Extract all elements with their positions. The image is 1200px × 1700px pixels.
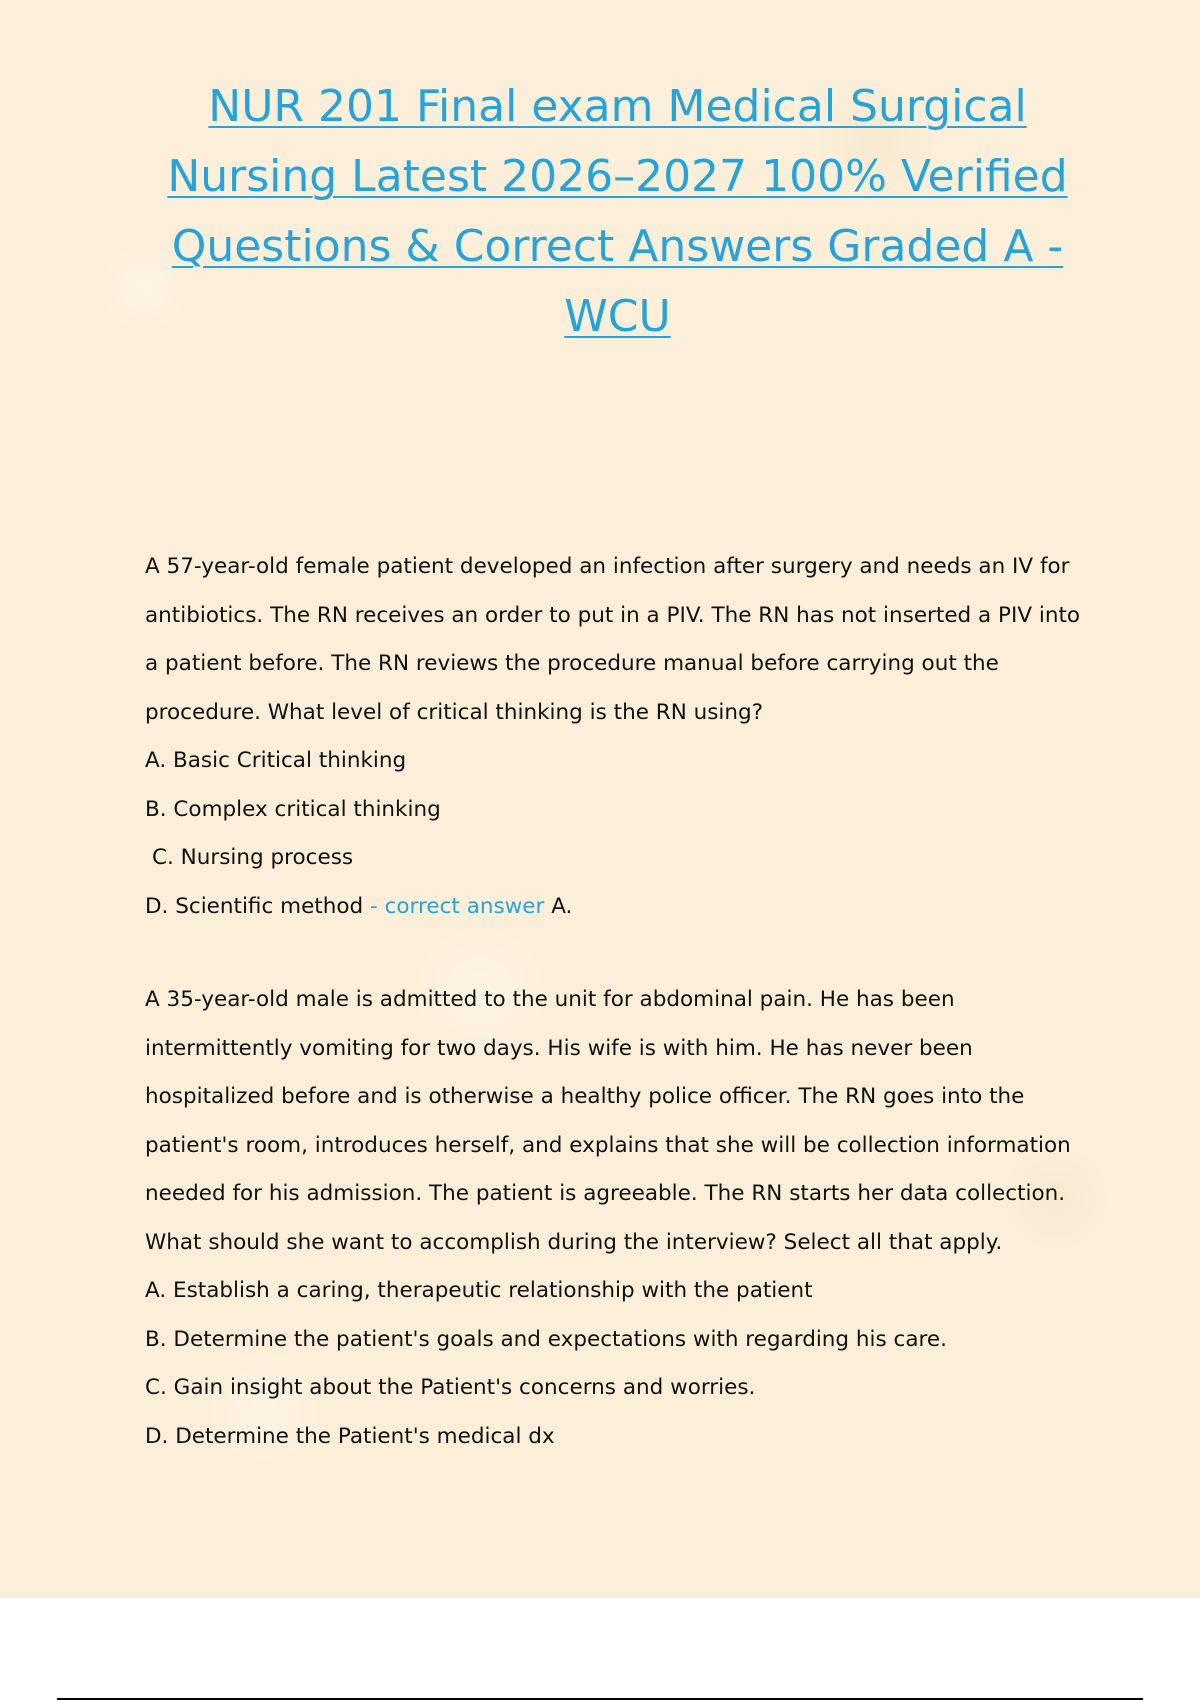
- question-2-option-a: A. Establish a caring, therapeutic relationship with the patient: [145, 1278, 813, 1303]
- question-2-option-b: B. Determine the patient's goals and expectations with regarding his care.: [145, 1326, 947, 1352]
- question-1-option-d: [145, 883, 1095, 932]
- question-2-stem: A 35-year-old male is admitted to the unit for abdominal pain. He has been intermittently vomiting for two days. His wife is with him. He has never been hospitalized before and is otherwise a healthy police officer. The RN goes into the patient's room, introduces herself, and explains that she will be collection information needed for his admission. The patient is agreeable. The RN starts her data collection. What should she want to accomplish during the interview? Select all that apply.: [145, 987, 1071, 1255]
- question-1-option-a: A. Basic Critical thinking: [145, 748, 407, 773]
- correct-answer-value: A.: [544, 893, 573, 919]
- question-1-option-d-text: D. Scientific method: [145, 893, 364, 919]
- question-1-option-b: B. Complex critical thinking: [145, 796, 441, 822]
- question-2-options: [145, 1267, 1095, 1461]
- document-title: NUR 201 Final exam Medical Surgical Nursing Latest 2026–2027 100% Verified Questions & Correct Answers Graded A - WCU: [167, 81, 1068, 342]
- question-2-option-c: C. Gain insight about the Patient's concerns and worries.: [145, 1375, 756, 1400]
- question-2-option-d: D. Determine the Patient's medical dx: [145, 1423, 555, 1449]
- question-2: [145, 976, 1095, 1461]
- correct-answer-label: - correct answer: [363, 893, 545, 919]
- question-1-options: [145, 737, 1095, 931]
- question-1-option-c: C. Nursing process: [152, 845, 354, 870]
- question-1: [145, 543, 1095, 931]
- question-1-stem: A 57-year-old female patient developed an infection after surgery and needs an IV for antibiotics. The RN receives an order to put in a PIV. The RN has not inserted a PIV into a patient before. The RN reviews the procedure manual before carrying out the procedure. What level of critical thinking is the RN using?: [145, 554, 1081, 725]
